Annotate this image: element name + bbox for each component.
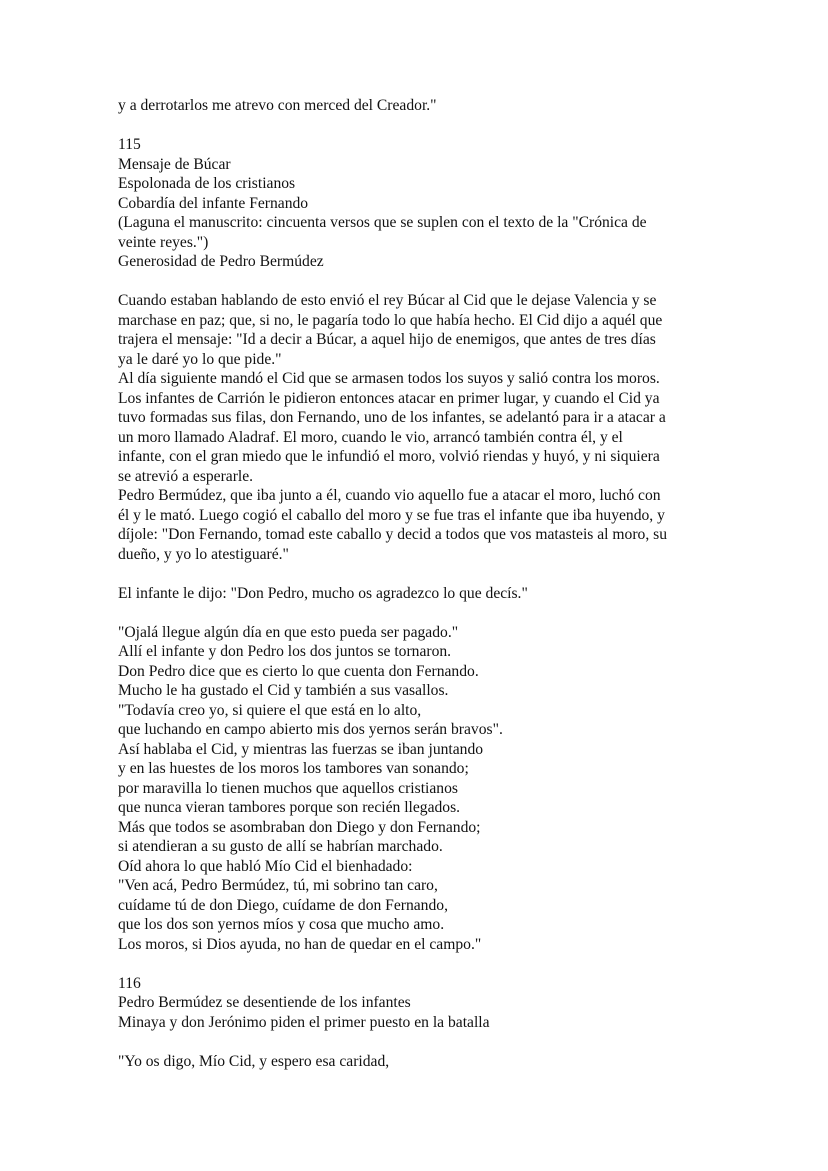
spacer bbox=[118, 272, 718, 292]
verse-line: y en las huestes de los moros los tambores van sonando; bbox=[118, 760, 469, 777]
paragraph-line: trajera el mensaje: "Id a decir a Búcar, a aquel hijo de enemigos, que antes de tres días bbox=[118, 331, 656, 348]
section-heading: Espolonada de los cristianos bbox=[118, 175, 296, 192]
spacer bbox=[118, 954, 718, 974]
verse-line: si atendieran a su gusto de allí se habrían marchado. bbox=[118, 838, 443, 855]
paragraph-line: tuvo formadas sus filas, don Fernando, uno de los infantes, se adelantó para ir a atacar a bbox=[118, 409, 666, 426]
section-number: 115 bbox=[118, 136, 141, 153]
section-number: 116 bbox=[118, 974, 141, 992]
section-heading: Pedro Bermúdez se desentiende de los infantes bbox=[118, 994, 411, 1011]
paragraph-line: El infante le dijo: "Don Pedro, mucho os agradezco lo que decís." bbox=[118, 584, 528, 602]
verse-line: Mucho le ha gustado el Cid y también a sus vasallos. bbox=[118, 682, 449, 699]
verse-line: Más que todos se asombraban don Diego y don Fernando; bbox=[118, 818, 481, 836]
section-heading: veinte reyes.") bbox=[118, 233, 209, 251]
spacer bbox=[118, 1032, 718, 1052]
paragraph-line: ya le daré yo lo que pide." bbox=[118, 350, 282, 368]
paragraph-line: Pedro Bermúdez, que iba junto a él, cuando vio aquello fue a atacar el moro, luchó con bbox=[118, 487, 661, 504]
paragraph-line: Al día siguiente mandó el Cid que se armasen todos los suyos y salió contra los moros. bbox=[118, 370, 660, 387]
verse-line: "Todavía creo yo, si quiere el que está en lo alto, bbox=[118, 701, 422, 719]
verse-line: Don Pedro dice que es cierto lo que cuenta don Fernando. bbox=[118, 662, 479, 680]
paragraph-line: un moro llamado Aladraf. El moro, cuando le vio, arrancó también contra él, y el bbox=[118, 428, 623, 446]
document-page bbox=[118, 96, 718, 1071]
prose-paragraph bbox=[118, 291, 718, 369]
verse-line: que luchando en campo abierto mis dos yernos serán bravos". bbox=[118, 721, 503, 738]
paragraph-line: Cuando estaban hablando de esto envió el rey Búcar al Cid que le dejase Valencia y se bbox=[118, 292, 657, 309]
section-heading: Cobardía del infante Fernando bbox=[118, 194, 309, 212]
section-heading: Minaya y don Jerónimo piden el primer puesto en la batalla bbox=[118, 1013, 490, 1031]
verse-line: Allí el infante y don Pedro los dos juntos se tornaron. bbox=[118, 643, 452, 660]
section-headings bbox=[118, 155, 718, 272]
section-heading: Mensaje de Búcar bbox=[118, 155, 231, 173]
paragraph-line: se atrevió a esperarle. bbox=[118, 467, 254, 485]
verse-line: "Yo os digo, Mío Cid, y espero esa caridad, bbox=[118, 1052, 390, 1070]
paragraph-line: él y le mató. Luego cogió el caballo del moro y se fue tras el infante que iba huyendo, y bbox=[118, 506, 665, 524]
prose-paragraph bbox=[118, 369, 718, 486]
prose-paragraph bbox=[118, 584, 718, 604]
prose-paragraph bbox=[118, 486, 718, 564]
verse-block bbox=[118, 623, 718, 955]
verse-line: "Ven acá, Pedro Bermúdez, tú, mi sobrino tan caro, bbox=[118, 877, 438, 894]
paragraph-line: díjole: "Don Fernando, tomad este caballo y decid a todos que vos matasteis al moro, su bbox=[118, 526, 667, 543]
paragraph-line: infante, con el gran miedo que le infundió el moro, volvió riendas y huyó, y ni siquiera bbox=[118, 448, 660, 465]
verse-line: cuídame tú de don Diego, cuídame de don Fernando, bbox=[118, 896, 448, 914]
verse-line: que los dos son yernos míos y cosa que mucho amo. bbox=[118, 916, 445, 933]
verse-line: Los moros, si Dios ayuda, no han de quedar en el campo." bbox=[118, 935, 482, 953]
verse-line: "Ojalá llegue algún día en que esto pueda ser pagado." bbox=[118, 623, 459, 641]
section-heading: Generosidad de Pedro Bermúdez bbox=[118, 253, 324, 270]
section-heading: (Laguna el manuscrito: cincuenta versos que se suplen con el texto de la "Crónica de bbox=[118, 214, 647, 231]
spacer bbox=[118, 603, 718, 623]
spacer bbox=[118, 116, 718, 136]
verse-line: Así hablaba el Cid, y mientras las fuerzas se iban juntando bbox=[118, 740, 484, 758]
section-headings bbox=[118, 993, 718, 1032]
paragraph-line: dueño, y yo lo atestiguaré." bbox=[118, 545, 289, 563]
verse-block bbox=[118, 1052, 718, 1072]
verse-line: por maravilla lo tienen muchos que aquellos cristianos bbox=[118, 779, 458, 797]
verse-line: Oíd ahora lo que habló Mío Cid el bienhadado: bbox=[118, 857, 413, 875]
spacer bbox=[118, 564, 718, 584]
verse-line: que nunca vieran tambores porque son recién llegados. bbox=[118, 799, 461, 816]
paragraph-line: Los infantes de Carrión le pidieron entonces atacar en primer lugar, y cuando el Cid ya bbox=[118, 389, 660, 407]
paragraph-line: marchase en paz; que, si no, le pagaría todo lo que había hecho. El Cid dijo a aquél que bbox=[118, 311, 663, 329]
opening-line: y a derrotarlos me atrevo con merced del Creador." bbox=[118, 97, 437, 114]
